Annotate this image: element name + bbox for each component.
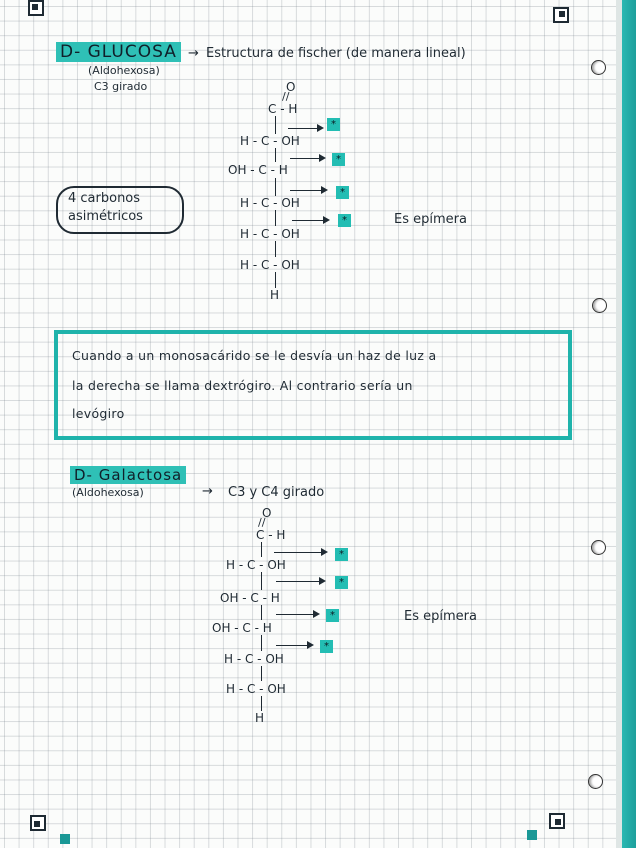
galactose-c5-row: H - C - OH bbox=[224, 652, 284, 666]
glucose-bottom-h: H bbox=[270, 288, 280, 302]
glucose-c4-row: H - C - OH bbox=[240, 196, 300, 210]
glucose-carbon-note: C3 girado bbox=[94, 80, 148, 93]
teal-page-edge bbox=[622, 0, 636, 848]
galactose-bond bbox=[261, 696, 262, 711]
glucose-c5-row: H - C - OH bbox=[240, 227, 300, 241]
galactose-bond bbox=[261, 666, 262, 681]
teal-square-marker bbox=[60, 834, 70, 844]
glucose-arrow-icon: → bbox=[188, 46, 199, 61]
galactose-epimer-note: Es epímera bbox=[404, 609, 477, 624]
glucose-c3-row: OH - C - H bbox=[228, 163, 288, 177]
binder-hole-icon bbox=[592, 298, 607, 313]
galactose-bond bbox=[261, 572, 262, 590]
galactose-c4-row: OH - C - H bbox=[212, 621, 272, 635]
corner-marker-icon bbox=[30, 815, 46, 831]
galactose-double-bond: // bbox=[258, 516, 266, 529]
teal-square-marker bbox=[527, 830, 537, 840]
binder-hole-icon bbox=[591, 60, 606, 75]
glucose-epimer-note: Es epímera bbox=[394, 212, 467, 227]
galactose-arrow-mark bbox=[274, 552, 326, 553]
glucose-arrow-mark bbox=[292, 220, 328, 221]
glucose-aldehyde: C - H bbox=[268, 102, 298, 116]
cloud-line-2: asimétricos bbox=[68, 209, 143, 224]
galactose-bottom-h: H bbox=[255, 711, 265, 725]
glucose-subtitle: (Aldohexosa) bbox=[88, 64, 160, 77]
galactose-carbon-note: C3 y C4 girado bbox=[228, 485, 325, 500]
corner-marker-icon bbox=[549, 813, 565, 829]
asymmetric-star-icon: * bbox=[336, 186, 349, 199]
glucose-fischer-note: Estructura de fischer (de manera lineal) bbox=[206, 46, 466, 61]
glucose-bond bbox=[275, 148, 276, 162]
galactose-bond bbox=[261, 605, 262, 620]
glucose-bond bbox=[275, 116, 276, 134]
asymmetric-star-icon: * bbox=[332, 153, 345, 166]
glucose-double-bond: // bbox=[282, 90, 290, 103]
asymmetric-star-icon: * bbox=[326, 609, 339, 622]
galactose-bond bbox=[261, 542, 262, 557]
galactose-arrow-mark bbox=[276, 645, 312, 646]
glucose-c6-row: H - C - OH bbox=[240, 258, 300, 272]
galactose-bond bbox=[261, 635, 262, 651]
binder-hole-icon bbox=[588, 774, 603, 789]
definition-line-1: Cuando a un monosacárido se le desvía un haz de luz a bbox=[72, 348, 437, 363]
galactose-subtitle: (Aldohexosa) bbox=[72, 486, 144, 499]
glucose-c2-row: H - C - OH bbox=[240, 134, 300, 148]
binder-hole-icon bbox=[591, 540, 606, 555]
galactose-c2-row: H - C - OH bbox=[226, 558, 286, 572]
galactose-arrow-mark bbox=[276, 614, 318, 615]
asymmetric-star-icon: * bbox=[335, 576, 348, 589]
galactose-arrow-icon: → bbox=[202, 484, 213, 499]
glucose-bond bbox=[275, 178, 276, 196]
glucose-arrow-mark bbox=[290, 158, 324, 159]
galactose-aldehyde: C - H bbox=[256, 528, 286, 542]
glucose-title: D- GLUCOSA bbox=[56, 42, 181, 62]
definition-line-2: la derecha se llama dextrógiro. Al contrario sería un bbox=[72, 378, 413, 393]
definition-line-3: levógiro bbox=[72, 406, 125, 421]
asymmetric-star-icon: * bbox=[335, 548, 348, 561]
glucose-bond bbox=[275, 241, 276, 257]
asymmetric-star-icon: * bbox=[320, 640, 333, 653]
glucose-bond bbox=[275, 272, 276, 288]
corner-marker-icon bbox=[28, 0, 44, 16]
galactose-title: D- Galactosa bbox=[70, 466, 186, 484]
galactose-c3-row: OH - C - H bbox=[220, 591, 280, 605]
asymmetric-star-icon: * bbox=[327, 118, 340, 131]
asymmetric-star-icon: * bbox=[338, 214, 351, 227]
galactose-oxygen: O bbox=[262, 506, 272, 520]
corner-marker-icon bbox=[553, 7, 569, 23]
galactose-arrow-mark bbox=[276, 581, 324, 582]
glucose-oxygen: O bbox=[286, 80, 296, 94]
galactose-c6-row: H - C - OH bbox=[226, 682, 286, 696]
glucose-bond bbox=[275, 210, 276, 226]
glucose-arrow-mark bbox=[288, 128, 322, 129]
glucose-arrow-mark bbox=[290, 190, 326, 191]
cloud-line-1: 4 carbonos bbox=[68, 191, 141, 206]
